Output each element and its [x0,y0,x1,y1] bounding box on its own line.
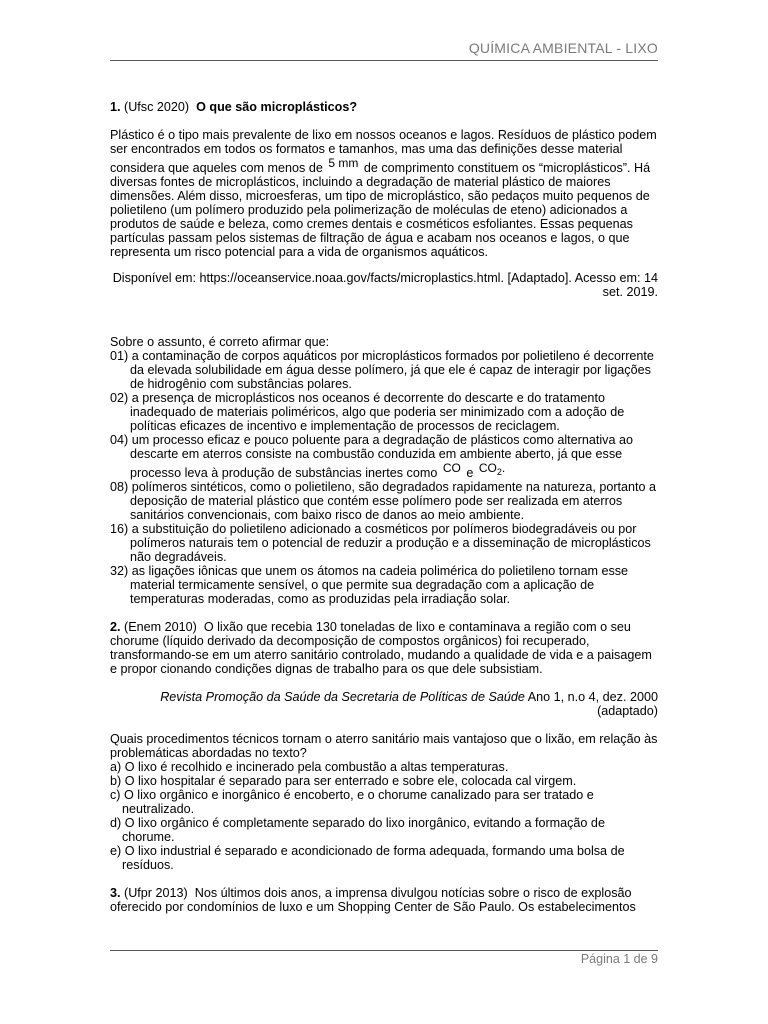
question-1-citation: Disponível em: https://oceanservice.noaa.gov/facts/microplastics.html. [Adaptado]. Acesso em: 14 set. 2019. [112,271,658,299]
header-rule [110,60,658,61]
question-1-text [110,128,658,259]
question-2-source: (Enem 2010) [124,620,197,634]
list-item: 16) a substituição do polietileno adicionado a cosméticos por polímeros biodegradáveis ou por polímeros naturais tem o potencial de reduzir a produção e a disseminação de microplásticos não degradáveis. [110,522,651,564]
list-item: 32) as ligações iônicas que unem os átomos na cadeia polimérica do polietileno tornam esse material termicamente sensível, o que permite sua degradação com a aplicação de temperaturas moderadas, como as produzidas pela irradiação solar. [110,564,629,606]
document-header-title: QUÍMICA AMBIENTAL - LIXO [468,40,658,56]
math-co2 [477,461,507,475]
list-item [110,433,658,480]
spacer [110,606,658,620]
answer-option: b) O lixo hospitalar é separado para ser enterrado e sobre ele, colocada cal virgem. [110,774,577,788]
item-04-text: 04) um processo eficaz e pouco poluente para a degradação de plásticos como alternativa ao descarte em aterros consiste na combustão conduzida em ambiente aberto, já que esse processo leva à produção de substâncias inertes como [110,433,633,480]
math-co: CO [442,461,461,475]
answer-option: d) O lixo orgânico é completamente separado do lixo inorgânico, evitando a formação de chorume. [110,816,605,844]
list-item: 02) a presença de microplásticos nos oceanos é decorrente do descarte e do tratamento inadequado de materiais poliméricos, algo que poderia ser minimizado com a adoção de políticas eficazes de incentivo e implementação de processos de reciclagem. [110,391,625,433]
math-5mm: 5 mm [328,156,359,170]
question-3-source: (Ufpr 2013) [124,886,188,900]
question-2-question: Quais procedimentos técnicos tornam o aterro sanitário mais vantajoso que o lixão, em relação às problemáticas abordadas no texto? [110,732,658,760]
question-1-items [110,349,658,606]
math-co2-base: CO [478,461,497,475]
question-3-text [110,886,658,914]
footer-rule [110,950,658,951]
math-co2-period: . [501,461,506,475]
question-1-prompt: Sobre o assunto, é correto afirmar que: [110,335,330,349]
question-3-body: Nos últimos dois anos, a imprensa divulgou notícias sobre o risco de explosão oferecido por condomínios de luxo e um Shopping Center de São Paulo. Os estabelecimentos [110,886,636,914]
question-2-body: O lixão que recebia 130 toneladas de lixo e contaminava a região com o seu chorume (líquido derivado da decomposição de compostos orgânicos) foi recuperado, transformando-se em um aterro sanitário controlado, mudando a qualidade de vida e a paisagem e propor cionando condições dignas de trabalho para os que dele subsistiam. [110,620,652,676]
answer-option: c) O lixo orgânico e inorgânico é encoberto, e o chorume canalizado para ser tratado e neutralizado. [110,788,594,816]
question-2-citation [110,690,658,718]
question-3-number: 3. [110,886,121,900]
question-2-citation-rest: Ano 1, n.o 4, dez. 2000 (adaptado) [527,690,658,718]
question-2-text [110,620,658,676]
answer-option: a) O lixo é recolhido e incinerado pela combustão a altas temperaturas. [110,760,509,774]
math-co2-subscript: 2 [496,467,502,477]
question-1-text-part-a: Plástico é o tipo mais prevalente de lixo em nossos oceanos e lagos. Resíduos de plástico podem ser encontrados em todos os formatos e tamanhos, mas uma das definições desse material considera que aqueles com menos de [110,128,657,175]
list-item: 08) polímeros sintéticos, como o polietileno, são degradados rapidamente na natureza, portanto a deposição de material plástico que contém esse polímero pode ser realizada em aterros sanitários convencionais, com baixo risco de danos ao meio ambiente. [110,480,657,522]
question-2-citation-title: Revista Promoção da Saúde da Secretaria de Políticas de Saúde [160,690,525,704]
item-04-and: e [466,466,474,480]
question-1-source: (Ufsc 2020) [124,100,190,114]
question-2-options [110,760,658,872]
question-2-number: 2. [110,620,121,634]
page-content [110,100,658,914]
question-1-title: O que são microplásticos? [196,100,358,114]
question-1-heading [110,100,658,114]
question-1-number: 1. [110,100,121,114]
question-1-text-part-b: de comprimento constituem os “microplásticos”. Há diversas fontes de microplásticos, incluindo a degradação de material plástico de maiores dimensões. Além disso, microesferas, um tipo de microplástico, são pedaços muito pequenos de polietileno (um polímero produzido pela polimerização de moléculas de eteno) adicionados a produtos de saúde e beleza, como cremes dentais e cosméticos esfoliantes. Essas pequenas partículas passam pelos sistemas de filtração de água e acabam nos oceanos e lagos, o que representa um risco potencial para a vida de organismos aquáticos. [110,161,651,259]
page-number: Página 1 de 9 [580,952,658,966]
list-item: 01) a contaminação de corpos aquáticos por microplásticos formados por polietileno é decorrente da elevada solubilidade em água desse polímero, já que ele é capaz de interagir por ligações de hidrogênio com substâncias polares. [110,349,654,391]
answer-option: e) O lixo industrial é separado e acondicionado de forma adequada, formando uma bolsa de resíduos. [110,844,625,872]
